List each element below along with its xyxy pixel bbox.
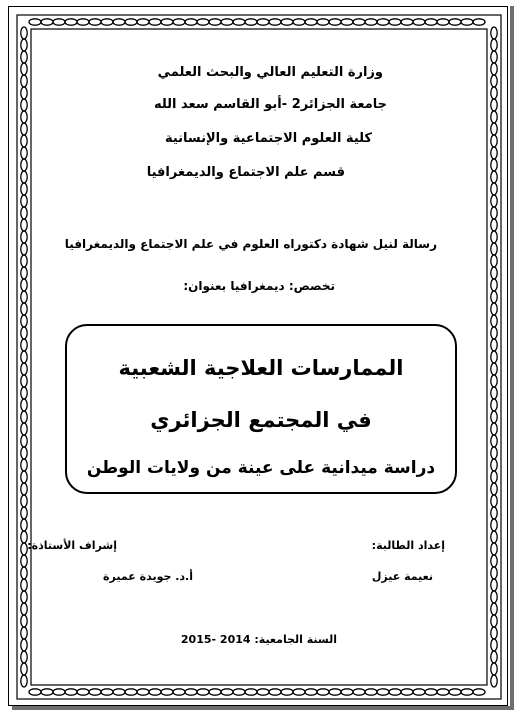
chain-link <box>21 267 27 279</box>
chain-link <box>21 339 27 351</box>
chain-link <box>21 519 27 531</box>
chain-link <box>491 591 497 603</box>
chain-link <box>437 19 449 25</box>
chain-link <box>491 135 497 147</box>
chain-link <box>491 315 497 327</box>
chain-link <box>437 689 449 695</box>
chain-link <box>491 231 497 243</box>
chain-link <box>389 19 401 25</box>
student-label: إعداد الطالبة: <box>371 539 445 552</box>
chain-link <box>491 291 497 303</box>
chain-link <box>491 171 497 183</box>
chain-link <box>21 255 27 267</box>
chain-link <box>491 255 497 267</box>
chain-link <box>21 507 27 519</box>
chain-link <box>413 19 425 25</box>
chain-link <box>491 495 497 507</box>
chain-link <box>21 627 27 639</box>
chain-link <box>197 19 209 25</box>
chain-link <box>21 159 27 171</box>
chain-link <box>491 627 497 639</box>
chain-link <box>491 219 497 231</box>
chain-link <box>305 19 317 25</box>
chain-link <box>269 689 281 695</box>
title-line-1: الممارسات العلاجية الشعبية <box>118 356 404 380</box>
chain-link <box>21 399 27 411</box>
chain-link <box>21 75 27 87</box>
chain-link <box>491 63 497 75</box>
chain-link <box>41 689 53 695</box>
chain-link <box>353 689 365 695</box>
chain-link <box>491 39 497 51</box>
chain-link <box>491 675 497 687</box>
chain-link <box>293 689 305 695</box>
chain-link <box>413 689 425 695</box>
chain-link <box>53 689 65 695</box>
chain-link <box>21 147 27 159</box>
chain-link <box>53 19 65 25</box>
chain-link <box>353 19 365 25</box>
chain-link <box>491 27 497 39</box>
chain-link <box>101 19 113 25</box>
chain-link <box>491 411 497 423</box>
chain-link <box>21 303 27 315</box>
chain-link <box>21 591 27 603</box>
thesis-specialty: تخصص: ديمغرافيا بعنوان: <box>183 279 335 293</box>
chain-link <box>21 411 27 423</box>
chain-link <box>21 39 27 51</box>
chain-link <box>329 689 341 695</box>
chain-link <box>425 689 437 695</box>
chain-link <box>491 519 497 531</box>
chain-link <box>21 87 27 99</box>
chain-link <box>137 19 149 25</box>
chain-link <box>21 111 27 123</box>
chain-link <box>21 603 27 615</box>
university-line: جامعة الجزائر2 -أبو القاسم سعد الله <box>153 97 387 112</box>
chain-link <box>257 19 269 25</box>
chain-link <box>377 689 389 695</box>
chain-link <box>449 689 461 695</box>
chain-link <box>491 267 497 279</box>
chain-link <box>65 689 77 695</box>
chain-link <box>21 435 27 447</box>
chain-link <box>21 579 27 591</box>
chain-link <box>491 567 497 579</box>
chain-link <box>491 87 497 99</box>
chain-link <box>491 471 497 483</box>
chain-link <box>21 531 27 543</box>
chain-link <box>21 135 27 147</box>
chain-link <box>461 689 473 695</box>
chain-link <box>491 603 497 615</box>
chain-link <box>491 123 497 135</box>
department-line: قسم علم الاجتماع والديمغرافيا <box>146 165 345 180</box>
chain-link <box>491 579 497 591</box>
cover-page <box>8 6 508 706</box>
chain-link <box>491 303 497 315</box>
chain-link <box>21 483 27 495</box>
chain-link <box>137 689 149 695</box>
chain-link <box>161 19 173 25</box>
chain-link <box>491 507 497 519</box>
chain-link <box>329 19 341 25</box>
chain-link <box>65 19 77 25</box>
chain-link <box>491 99 497 111</box>
chain-link <box>21 459 27 471</box>
chain-link <box>449 19 461 25</box>
chain-link <box>491 555 497 567</box>
chain-link <box>491 351 497 363</box>
chain-link <box>41 19 53 25</box>
chain-link <box>21 27 27 39</box>
chain-link <box>377 19 389 25</box>
chain-link <box>149 19 161 25</box>
page-shadow-right <box>510 6 514 710</box>
chain-link <box>491 447 497 459</box>
chain-link <box>21 387 27 399</box>
chain-link <box>491 435 497 447</box>
chain-link <box>491 375 497 387</box>
chain-link <box>305 689 317 695</box>
chain-link <box>491 639 497 651</box>
chain-link <box>401 689 413 695</box>
chain-link <box>491 651 497 663</box>
chain-link <box>491 207 497 219</box>
chain-link <box>21 195 27 207</box>
chain-link <box>209 19 221 25</box>
chain-link <box>77 689 89 695</box>
chain-link <box>21 327 27 339</box>
chain-link <box>389 689 401 695</box>
faculty-line: كلية العلوم الاجتماعية والإنسانية <box>164 131 372 146</box>
chain-link <box>21 675 27 687</box>
chain-link <box>269 19 281 25</box>
chain-link <box>197 689 209 695</box>
student-name: نعيمة عيزل <box>371 570 433 583</box>
chain-link <box>491 543 497 555</box>
chain-link <box>21 291 27 303</box>
chain-link <box>281 689 293 695</box>
chain-link <box>21 219 27 231</box>
chain-link <box>221 689 233 695</box>
chain-link <box>21 375 27 387</box>
chain-link <box>29 19 41 25</box>
supervisor-name: أ.د. جويدة عميرة <box>103 570 193 583</box>
chain-link <box>245 689 257 695</box>
chain-link <box>21 171 27 183</box>
chain-link <box>401 19 413 25</box>
chain-link <box>365 19 377 25</box>
chain-link <box>491 531 497 543</box>
chain-link <box>21 63 27 75</box>
chain-link <box>21 99 27 111</box>
chain-link <box>491 483 497 495</box>
chain-link <box>21 615 27 627</box>
chain-link <box>317 19 329 25</box>
chain-link <box>173 19 185 25</box>
chain-link <box>21 663 27 675</box>
chain-link <box>365 689 377 695</box>
chain-link <box>21 207 27 219</box>
chain-link <box>491 327 497 339</box>
chain-link <box>125 19 137 25</box>
academic-year: السنة الجامعية: 2014 -2015 <box>180 633 337 646</box>
chain-link <box>233 689 245 695</box>
chain-link <box>21 315 27 327</box>
chain-link <box>21 123 27 135</box>
chain-link <box>491 423 497 435</box>
chain-link <box>491 399 497 411</box>
ministry-line: وزارة التعليم العالي والبحث العلمي <box>157 65 383 80</box>
chain-link <box>491 615 497 627</box>
chain-link <box>491 111 497 123</box>
chain-link <box>21 471 27 483</box>
chain-link <box>473 689 485 695</box>
chain-link <box>21 279 27 291</box>
chain-link <box>491 183 497 195</box>
title-line-2: في المجتمع الجزائري <box>150 408 372 432</box>
chain-link <box>185 19 197 25</box>
chain-link <box>491 75 497 87</box>
chain-link <box>317 689 329 695</box>
chain-link <box>425 19 437 25</box>
chain-link <box>293 19 305 25</box>
chain-link <box>257 689 269 695</box>
chain-link <box>21 351 27 363</box>
chain-link <box>473 19 485 25</box>
chain-link <box>21 423 27 435</box>
thesis-purpose: رسالة لنيل شهادة دكتوراه العلوم في علم الاجتماع والديمغرافيا <box>64 237 437 251</box>
chain-link <box>21 243 27 255</box>
chain-link <box>21 51 27 63</box>
chain-link <box>491 243 497 255</box>
chain-link <box>491 51 497 63</box>
chain-link <box>491 159 497 171</box>
chain-link <box>21 447 27 459</box>
chain-link <box>77 19 89 25</box>
chain-link <box>21 183 27 195</box>
chain-link <box>21 495 27 507</box>
chain-link <box>113 689 125 695</box>
chain-link <box>221 19 233 25</box>
chain-link <box>233 19 245 25</box>
chain-link <box>185 689 197 695</box>
chain-link <box>101 689 113 695</box>
chain-link <box>341 19 353 25</box>
chain-link <box>21 555 27 567</box>
chain-link <box>491 363 497 375</box>
chain-link <box>21 567 27 579</box>
chain-link <box>21 363 27 375</box>
chain-link <box>149 689 161 695</box>
supervisor-label: إشراف الأستاذة: <box>27 539 117 552</box>
chain-link <box>491 195 497 207</box>
chain-link <box>21 543 27 555</box>
chain-link <box>113 19 125 25</box>
chain-link <box>245 19 257 25</box>
chain-link <box>173 689 185 695</box>
thesis-title-box <box>65 324 457 494</box>
chain-link <box>89 689 101 695</box>
chain-link <box>491 339 497 351</box>
chain-link <box>491 279 497 291</box>
chain-link <box>491 147 497 159</box>
title-line-3: دراسة ميدانية على عينة من ولايات الوطن <box>86 458 436 478</box>
chain-link <box>21 231 27 243</box>
chain-link <box>491 459 497 471</box>
chain-link <box>29 689 41 695</box>
chain-link <box>161 689 173 695</box>
chain-link <box>125 689 137 695</box>
chain-link <box>491 387 497 399</box>
chain-link <box>341 689 353 695</box>
chain-link <box>209 689 221 695</box>
chain-link <box>281 19 293 25</box>
chain-link <box>89 19 101 25</box>
chain-link <box>491 663 497 675</box>
chain-link <box>461 19 473 25</box>
chain-link <box>21 639 27 651</box>
chain-link <box>21 651 27 663</box>
